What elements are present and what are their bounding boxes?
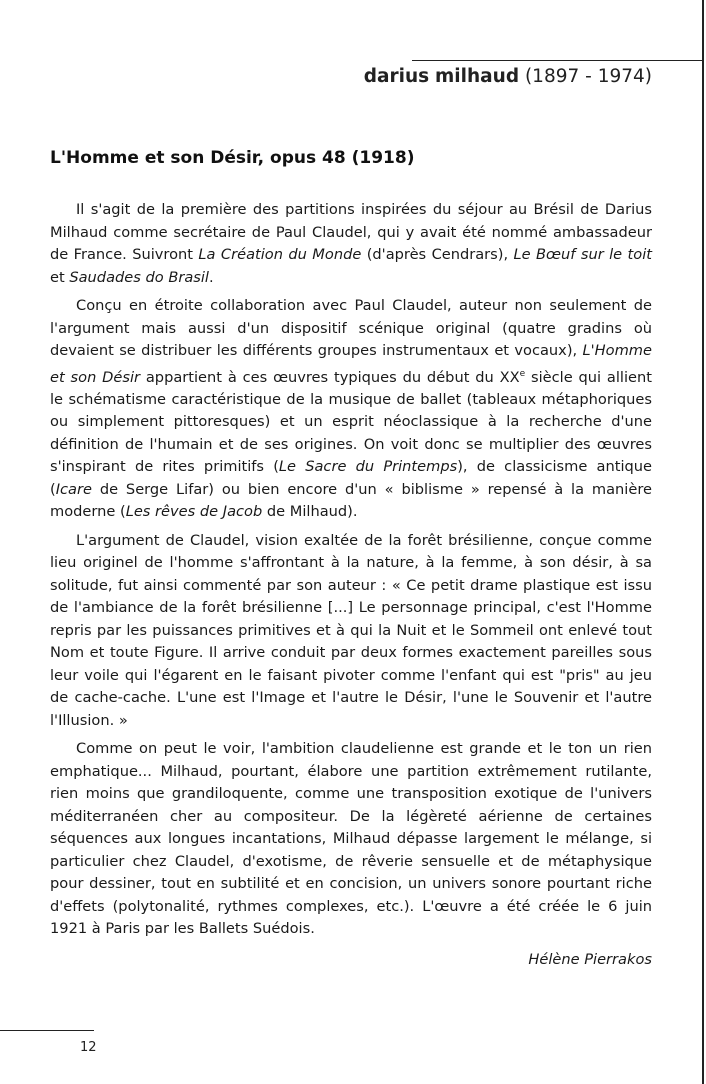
work-ref: La Création du Monde xyxy=(198,246,362,263)
superscript: e xyxy=(519,368,526,379)
text: et xyxy=(50,268,70,286)
page-number: 12 xyxy=(80,1040,97,1055)
text: (d'après Cendrars), xyxy=(361,246,514,263)
composer-last-name: milhaud xyxy=(435,66,520,87)
header-rule xyxy=(412,60,704,61)
work-ref: Le Bœuf sur le toit xyxy=(513,246,652,263)
text: appartient à ces œuvres typiques du début du XX xyxy=(140,368,520,386)
text: de Serge Lifar) ou bien encore d'un « biblisme » repensé à la manière moderne ( xyxy=(50,480,652,521)
composer-first-name: darius xyxy=(363,66,430,87)
composer-dates: (1897 - 1974) xyxy=(524,66,652,87)
text: Conçu en étroite collaboration avec Paul Claudel, auteur non seulement de l'argument mais aussi d'un dispositif scénique original (quatre gradins où devaient se distribuer les différents groupes instrumentaux et vocaux), xyxy=(50,297,652,359)
work-ref: L'Homme et son Désir xyxy=(50,342,652,386)
paragraph-3: L'argument de Claudel, vision exaltée de la forêt brésilienne, conçue comme lieu originel de l'homme s'affrontant à la nature, à la femme, à son désir, à sa solitude, fut ainsi commenté par son auteur : « Ce petit drame plastique est issu de l'ambiance de la forêt brésilienne [...] Le personnage principal, c'est l'Homme repris par les puissances primitives et à qui la Nuit et le Sommeil ont enlevé tout Nom et toute Figure. Il arrive conduit par deux formes exactement pareilles sous leur voile qui l'égarent en le faisant pivoter comme l'enfant qui est "pris" au jeu de cache-cache. L'une est l'Image et l'autre le Désir, l'une le Souvenir et l'autre l'Illusion. » xyxy=(50,531,652,729)
text: . xyxy=(209,268,214,286)
text: de Milhaud). xyxy=(262,503,358,521)
paragraph-2 xyxy=(50,295,652,524)
work-ref: Le Sacre du Printemps xyxy=(278,458,458,476)
work-ref: Saudades do Brasil xyxy=(69,268,209,286)
page-edge xyxy=(702,0,704,1084)
paragraph-1 xyxy=(50,199,652,289)
work-ref: Icare xyxy=(55,480,92,498)
text: ), de classicisme antique ( xyxy=(50,458,652,498)
work-ref: Les rêves de Jacob xyxy=(125,503,263,521)
text: siècle qui allient le schématisme caractéristique de la musique de ballet (tableaux métaphoriques ou simplement pittoresques) et un esprit néoclassique à la recherche d'une définition de l'humain et de ses origines. On voit donc se multiplier des œuvres s'inspirant de rites primitifs ( xyxy=(50,368,652,476)
footer-rule xyxy=(0,1030,94,1031)
author-signature: Hélène Pierrakos xyxy=(528,950,652,968)
article-body xyxy=(50,199,652,971)
paragraph-4: Comme on peut le voir, l'ambition claudelienne est grande et le ton un rien emphatique... Milhaud, pourtant, élabore une partition extrêmement rutilante, rien moins que grandiloquente, comme une transposition exotique de l'univers méditerranéen cher au compositeur. De la légèreté aérienne de certaines séquences aux longues incantations, Milhaud dépasse largement le mélange, si particulier chez Claudel, d'exotisme, de rêverie sensuelle et de métaphysique pour dessiner, tout en subtilité et en concision, un univers sonore pourtant riche d'effets (polytonalité, rythmes complexes, etc.). L'œuvre a été créée le 6 juin 1921 à Paris par les Ballets Suédois. xyxy=(50,740,652,938)
text: Il s'agit de la première des partitions inspirées du séjour au Brésil de Darius Milhaud comme secrétaire de Paul Claudel, qui y avait été nommé ambassadeur de France. Suivront xyxy=(50,201,652,263)
composer-header xyxy=(364,66,652,87)
work-title: L'Homme et son Désir, opus 48 (1918) xyxy=(50,148,415,168)
